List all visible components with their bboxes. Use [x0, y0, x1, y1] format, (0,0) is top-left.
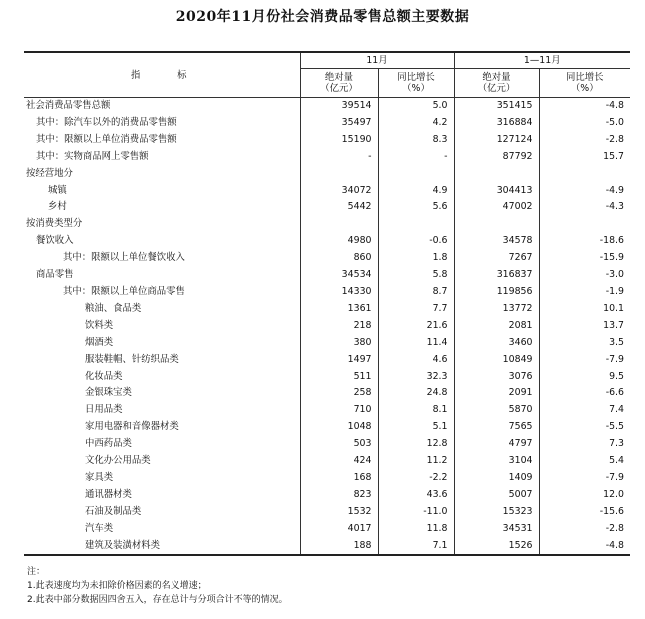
nov-yoy-cell: 4.2: [378, 115, 454, 132]
ytd-abs-cell: 4797: [454, 436, 539, 453]
ytd-abs-cell: 351415: [454, 98, 539, 115]
ytd-yoy-cell: [539, 216, 630, 233]
nov-yoy-cell: 5.0: [378, 98, 454, 115]
nov-yoy-cell: 1.8: [378, 250, 454, 267]
group-header-ytd: 1—11月: [454, 52, 630, 69]
nov-abs-cell: 1048: [300, 419, 378, 436]
row-label: 其中：限额以上单位消费品零售额: [36, 133, 177, 145]
row-label: 汽车类: [85, 522, 114, 534]
nov-abs-cell: 34072: [300, 183, 378, 200]
row-label: 家具类: [85, 471, 114, 483]
row-label: 其中：限额以上单位商品零售: [63, 285, 185, 297]
table-row: [24, 538, 630, 556]
table-row: [24, 115, 630, 132]
col-header-ytd-abs: 绝对量 （亿元）: [454, 69, 539, 98]
row-label: 商品零售: [36, 269, 74, 281]
table-title: 2020年11月份社会消费品零售总额主要数据: [175, 9, 470, 25]
row-label: 城镇: [48, 184, 67, 196]
ytd-abs-cell: 119856: [454, 284, 539, 301]
nov-abs-cell: 1532: [300, 504, 378, 521]
row-label: 餐饮收入: [36, 235, 74, 247]
ytd-yoy-cell: -1.9: [539, 284, 630, 301]
note-item: 1.此表速度均为未扣除价格因素的名义增速；: [27, 581, 207, 591]
nov-abs-cell: 380: [300, 335, 378, 352]
ytd-abs-cell: 1526: [454, 538, 539, 556]
nov-yoy-cell: -11.0: [378, 504, 454, 521]
nov-abs-cell: 4017: [300, 521, 378, 538]
ytd-yoy-cell: 10.1: [539, 301, 630, 318]
ytd-yoy-cell: 5.4: [539, 453, 630, 470]
row-label: 社会消费品零售总额: [26, 100, 111, 111]
group-header-november: 11月: [300, 52, 454, 69]
ytd-abs-cell: 127124: [454, 132, 539, 149]
row-label: 家用电器和音像器材类: [85, 421, 179, 433]
table-row: [24, 284, 630, 301]
nov-yoy-cell: 8.3: [378, 132, 454, 149]
notes: [27, 565, 627, 607]
ytd-yoy-cell: 13.7: [539, 318, 630, 335]
nov-abs-cell: 511: [300, 369, 378, 386]
nov-yoy-cell: [378, 216, 454, 233]
ytd-abs-cell: 316837: [454, 267, 539, 284]
nov-abs-cell: 503: [300, 436, 378, 453]
ytd-yoy-cell: -4.8: [539, 538, 630, 556]
ytd-abs-cell: 34531: [454, 521, 539, 538]
table-row: [24, 402, 630, 419]
nov-abs-cell: 710: [300, 402, 378, 419]
nov-abs-cell: 258: [300, 385, 378, 402]
table-row: [24, 233, 630, 250]
table-row: [24, 250, 630, 267]
nov-abs-cell: 15190: [300, 132, 378, 149]
nov-abs-cell: 1361: [300, 301, 378, 318]
retail-sales-table: [24, 51, 630, 556]
ytd-yoy-cell: -4.8: [539, 98, 630, 115]
nov-yoy-cell: 7.1: [378, 538, 454, 556]
nov-yoy-cell: 12.8: [378, 436, 454, 453]
nov-abs-cell: 14330: [300, 284, 378, 301]
ytd-abs-cell: 304413: [454, 183, 539, 200]
table-row: [24, 470, 630, 487]
row-label: 烟酒类: [85, 336, 114, 348]
row-label: 中西药品类: [85, 438, 132, 450]
ytd-yoy-cell: 3.5: [539, 335, 630, 352]
table-row: [24, 132, 630, 149]
nov-abs-cell: 860: [300, 250, 378, 267]
ytd-yoy-cell: -7.9: [539, 352, 630, 369]
ytd-abs-cell: 316884: [454, 115, 539, 132]
nov-abs-cell: 1497: [300, 352, 378, 369]
table-row: [24, 216, 630, 233]
ytd-abs-cell: 15323: [454, 504, 539, 521]
nov-yoy-cell: 8.7: [378, 284, 454, 301]
nov-abs-cell: 218: [300, 318, 378, 335]
ytd-yoy-cell: 9.5: [539, 369, 630, 386]
nov-yoy-cell: 5.1: [378, 419, 454, 436]
col-header-nov-abs: 绝对量 （亿元）: [300, 69, 378, 98]
ytd-abs-cell: [454, 166, 539, 183]
nov-yoy-cell: 24.8: [378, 385, 454, 402]
nov-abs-cell: 424: [300, 453, 378, 470]
ytd-abs-cell: 5007: [454, 487, 539, 504]
ytd-yoy-cell: 7.3: [539, 436, 630, 453]
nov-yoy-cell: 32.3: [378, 369, 454, 386]
ytd-abs-cell: 3104: [454, 453, 539, 470]
ytd-abs-cell: 1409: [454, 470, 539, 487]
table-row: [24, 98, 630, 115]
nov-yoy-cell: 4.9: [378, 183, 454, 200]
row-label: 文化办公用品类: [85, 455, 151, 467]
ytd-abs-cell: 7565: [454, 419, 539, 436]
ytd-abs-cell: [454, 216, 539, 233]
nov-yoy-cell: 4.6: [378, 352, 454, 369]
table-row: [24, 504, 630, 521]
ytd-yoy-cell: -6.6: [539, 385, 630, 402]
table-row: [24, 166, 630, 183]
row-label: 粮油、食品类: [85, 302, 142, 314]
ytd-abs-cell: 5870: [454, 402, 539, 419]
row-label: 乡村: [48, 201, 67, 213]
nov-abs-cell: 35497: [300, 115, 378, 132]
ytd-yoy-cell: 12.0: [539, 487, 630, 504]
row-label: 饮料类: [85, 319, 114, 331]
ytd-yoy-cell: 15.7: [539, 149, 630, 166]
ytd-yoy-cell: [539, 166, 630, 183]
table-row: [24, 521, 630, 538]
nov-yoy-cell: -2.2: [378, 470, 454, 487]
row-label: 其中：限额以上单位餐饮收入: [63, 252, 185, 264]
ytd-yoy-cell: -5.5: [539, 419, 630, 436]
ytd-abs-cell: 10849: [454, 352, 539, 369]
table-row: [24, 183, 630, 200]
nov-yoy-cell: 11.8: [378, 521, 454, 538]
row-label: 服装鞋帽、针纺织品类: [85, 353, 179, 365]
ytd-yoy-cell: -7.9: [539, 470, 630, 487]
nov-yoy-cell: [378, 166, 454, 183]
nov-abs-cell: [300, 216, 378, 233]
row-label: 通讯器材类: [85, 488, 132, 500]
table-row: [24, 335, 630, 352]
row-label: 按经营地分: [26, 167, 73, 179]
table-row: [24, 385, 630, 402]
nov-yoy-cell: 11.2: [378, 453, 454, 470]
table-row: [24, 369, 630, 386]
table-row: [24, 419, 630, 436]
nov-abs-cell: [300, 166, 378, 183]
row-label: 按消费类型分: [26, 218, 83, 230]
nov-yoy-cell: -: [378, 149, 454, 166]
row-label: 其中：除汽车以外的消费品零售额: [36, 116, 177, 128]
col-header-nov-yoy: 同比增长 （%）: [378, 69, 454, 98]
ytd-yoy-cell: -15.9: [539, 250, 630, 267]
ytd-yoy-cell: -4.3: [539, 199, 630, 216]
table-row: [24, 149, 630, 166]
ytd-abs-cell: 47002: [454, 199, 539, 216]
col-header-ytd-yoy: 同比增长 （%）: [539, 69, 630, 98]
table-row: [24, 352, 630, 369]
ytd-abs-cell: 2091: [454, 385, 539, 402]
table-row: [24, 301, 630, 318]
nov-yoy-cell: 7.7: [378, 301, 454, 318]
ytd-yoy-cell: -4.9: [539, 183, 630, 200]
notes-heading: 注：: [27, 567, 46, 577]
ytd-yoy-cell: 7.4: [539, 402, 630, 419]
nov-abs-cell: -: [300, 149, 378, 166]
ytd-yoy-cell: -5.0: [539, 115, 630, 132]
table-row: [24, 436, 630, 453]
nov-yoy-cell: -0.6: [378, 233, 454, 250]
ytd-abs-cell: 34578: [454, 233, 539, 250]
ytd-abs-cell: 3460: [454, 335, 539, 352]
nov-yoy-cell: 8.1: [378, 402, 454, 419]
ytd-abs-cell: 2081: [454, 318, 539, 335]
nov-abs-cell: 34534: [300, 267, 378, 284]
ytd-yoy-cell: -3.0: [539, 267, 630, 284]
ytd-yoy-cell: -18.6: [539, 233, 630, 250]
row-label: 化妆品类: [85, 370, 123, 382]
nov-abs-cell: 168: [300, 470, 378, 487]
nov-yoy-cell: 5.6: [378, 199, 454, 216]
nov-abs-cell: 39514: [300, 98, 378, 115]
table-row: [24, 318, 630, 335]
note-item: 2.此表中部分数据因四舍五入，存在总计与分项合计不等的情况。: [27, 595, 288, 605]
nov-yoy-cell: 43.6: [378, 487, 454, 504]
nov-yoy-cell: 11.4: [378, 335, 454, 352]
row-label: 石油及制品类: [85, 505, 142, 517]
nov-abs-cell: 823: [300, 487, 378, 504]
row-label: 金银珠宝类: [85, 387, 132, 399]
row-label: 建筑及装潢材料类: [24, 538, 300, 556]
nov-yoy-cell: 5.8: [378, 267, 454, 284]
ytd-abs-cell: 13772: [454, 301, 539, 318]
nov-abs-cell: 4980: [300, 233, 378, 250]
ytd-yoy-cell: -15.6: [539, 504, 630, 521]
table-row: [24, 267, 630, 284]
nov-abs-cell: 5442: [300, 199, 378, 216]
ytd-yoy-cell: -2.8: [539, 521, 630, 538]
table-body: [24, 98, 630, 556]
indicator-header: 指 标: [24, 52, 300, 98]
ytd-abs-cell: 7267: [454, 250, 539, 267]
nov-yoy-cell: 21.6: [378, 318, 454, 335]
table-row: [24, 199, 630, 216]
nov-abs-cell: 188: [300, 538, 378, 556]
row-label: 日用品类: [85, 404, 123, 416]
table-row: [24, 453, 630, 470]
table-row: [24, 487, 630, 504]
row-label: 其中：实物商品网上零售额: [36, 150, 149, 162]
ytd-abs-cell: 87792: [454, 149, 539, 166]
ytd-abs-cell: 3076: [454, 369, 539, 386]
ytd-yoy-cell: -2.8: [539, 132, 630, 149]
